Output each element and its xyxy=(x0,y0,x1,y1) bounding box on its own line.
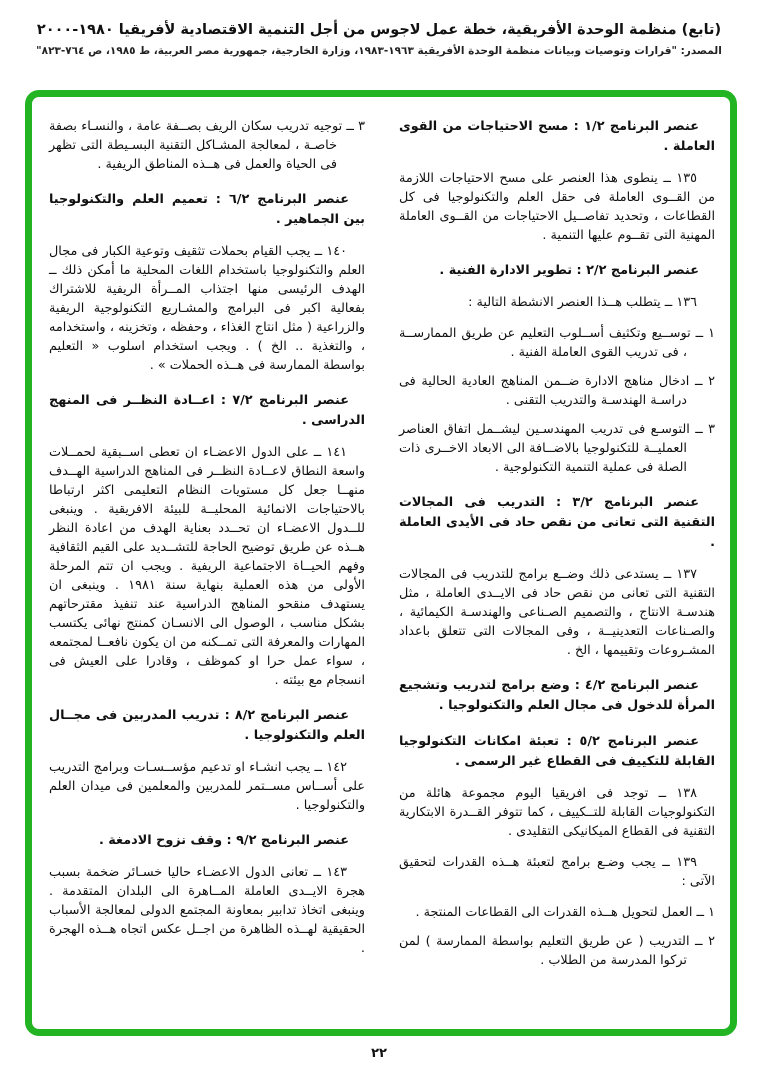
list-item: ٣ ــ التوسـع فى تدريب المهندسـين ليشــمل اتفاق العناصر العمليــة للتكنولوجيا بالاضــافة الى الابعاد الاخــرى ذات الصلة فى عملية التنمية التكنولوجية . xyxy=(399,422,715,475)
column-left xyxy=(49,113,365,993)
program-heading: عنصر البرنامج ٨/٢ : تدريب المدربين فى مجــال العلم والتكنولوجيا . xyxy=(49,708,365,743)
program-heading: عنصر البرنامج ١/٢ : مسح الاحتياجات من القوى العاملة . xyxy=(399,119,715,154)
program-heading: عنصر البرنامج ٣/٢ : التدريب فى المجالات التقنية التى تعانى من نقص حاد فى الأيدى العاملة . xyxy=(399,495,715,550)
list-item: ٢ ــ ادخال مناهج الادارة ضــمن المناهج العادية الحالية فى دراسـة الهندسـة والتدريب التقنى . xyxy=(399,374,715,408)
header-source: المصدر: "قرارات وتوصيات وبيانات منظمة الوحدة الأفريقية ١٩٦٣-١٩٨٣، وزارة الخارجية، جمهورية مصر العربية، ط ١٩٨٥، ص ٧٦٤-٨٢٣" xyxy=(36,45,722,57)
paragraph: ١٣٥ ــ ينطوى هذا العنصر على مسح الاحتياجات اللازمة من القــوى العاملة فى حقل العلم والتكنولوجيا فى كل القطاعات ، وتحديد تفاصــيل الاحتياجات من القــوى العاملة المهنية التى تقــوم عليها التنمية . xyxy=(399,171,715,243)
paragraph: ١٣٩ ــ يجب وضـع برامج لتعبئة هــذه القدرات لتحقيق الآتى : xyxy=(399,855,715,889)
program-heading: عنصر البرنامج ٧/٢ : اعــادة النظــر فى المنهج الدراسى . xyxy=(49,393,365,428)
paragraph: ١٤١ ــ على الدول الاعضـاء ان تعطى اســبقية لحمــلات واسعة النطاق لاعــادة النظــر فى المناهج الدراسية الهــدف منهــا جعل كل مستويات النظام التعليمى اكثر ارتباطا بالاحتياجات الانمائية المحليــة للبيئة الافريقية . وينبغى للــدول الاعضـاء ان تحــدد بعناية الهدف من اعادة النظر هــذه عن طريق توضيح الحاجة للتشــديد على القيم الثقافية وفهم الحيــاة الاجتماعية الريفية . ويجب ان تتم المرحلة الأولى من هذه العملية بنهاية سنة ١٩٨١ . وينبغى ان يستهدف منقحو المناهج الدراسية عند تنفيذ مقترحاتهم بشكل مناسب ، الوصول الى الانسـان كمنتج نهائى يكتسب المهارات والمعرفة التى تمــكنه من ان يكون نافعــا لمجتمعه ، سواء عمل حرا او كموظف ، وقادرا على العيش فى انسجام مع بيئته . xyxy=(49,445,365,688)
paragraph: ١٣٨ ــ توجد فى افريقيا اليوم مجموعة هائلة من التكنولوجيات القابلة للتــكييف ، كما تتوفر القــدرة الابتكارية التقنية فى القطاع الميكانيكى التقليدى . xyxy=(399,786,715,839)
page-header xyxy=(0,0,758,57)
paragraph: ١٣٦ ــ يتطلب هــذا العنصر الانشطة التالية : xyxy=(468,295,697,310)
program-heading: عنصر البرنامج ٤/٢ : وضع برامج لتدريب وتشجيع المرأة للدخول فى مجال العلم والتكنولوجيا . xyxy=(399,678,715,713)
program-heading: عنصر البرنامج ٦/٢ : تعميم العلم والتكنولوجيا بين الجماهير . xyxy=(49,192,365,227)
content-frame xyxy=(25,90,737,1036)
program-heading: عنصر البرنامج ٩/٢ : وقف نزوح الادمغة . xyxy=(98,833,349,848)
list-item: ١ ــ توســيع وتكثيف أســلوب التعليم عن طريق الممارســة ، فى تدريب القوى العاملة الفنية . xyxy=(399,326,715,360)
list-item: ٣ ــ توجيه تدريب سكان الريف بصــفة عامة ، والنسـاء بصفة خاصـة ، لمعالجة المشـاكل التقنية البسـيطة التى تظهر فى الحياة والعمل فى هــذه المناطق الريفية . xyxy=(49,119,365,172)
list-item: ٢ ــ التدريب ( عن طريق التعليم بواسطة الممارسة ) لمن تركوا المدرسة من الطلاب . xyxy=(399,934,715,968)
program-heading: عنصر البرنامج ٥/٢ : تعبئة امكانات التكنولوجيا القابلة للتكييف فى القطاع غير الرسمى . xyxy=(399,734,715,769)
page-number: ٢٢ xyxy=(371,1046,387,1061)
header-title: (تابع) منظمة الوحدة الأفريقية، خطة عمل لاجوس من أجل التنمية الاقتصادية لأفريقيا ١٩٨٠-٢٠٠٠ xyxy=(36,22,722,38)
paragraph: ١٣٧ ــ يستدعى ذلك وضــع برامج للتدريب فى المجالات التقنية التى تعانى من نقص حاد فى الايــدى العاملة ، مثل هندسـة الانتاج ، والتصميم الصـناعى والهندسـة الكيمائية ، والصـناعات التعدينيــة ، وفى المجالات التى تتعلق باعداد المشـروعات وتقييمها ، الخ . xyxy=(399,567,715,658)
paragraph: ١٤٢ ــ يجب انشـاء او تدعيم مؤســسـات وبرامج التدريب على أســاس مســتمر للمدربين والمعلمين فى ميدان العلم والتكنولوجيا . xyxy=(49,760,365,813)
program-heading: عنصر البرنامج ٢/٢ : تطوير الادارة الفنية . xyxy=(439,263,699,278)
column-right xyxy=(399,113,715,993)
two-column-content xyxy=(32,97,730,1003)
paragraph: ١٤٣ ــ تعانى الدول الاعضـاء حاليا خسـائر ضخمة بسبب هجرة الايــدى العاملة المــاهرة الى البلدان المتقدمة . وينبغى اتخاذ تدابير بمعاونة المجتمع الدولى لمعالجة الأسباب الحقيقية لهــذه الظاهرة من اجــل عكس اتجاه هــذه الهجرة . xyxy=(49,865,365,956)
paragraph: ١٤٠ ــ يجب القيام بحملات تثقيف وتوعية الكبار فى مجال العلم والتكنولوجيا باستخدام اللغات المحلية ما أمكن ذلك ــ الهدف الرئيسى منها اجتذاب المــرأة الريفية للاشتراك بفعالية اكبر فى البرامج والمشـاريع التكنولوجية الريفية والزراعية ( مثل انتاج الغذاء ، وحفظه ، وتخزينه ، واستخدامه ، والتغذية .. الخ ) . ويجب استخدام اسلوب « التعليم بواسطة الممارسة فى هــذه الحملات » . xyxy=(49,244,365,373)
list-item: ١ ــ العمل لتحويل هــذه القدرات الى القطاعات المنتجة . xyxy=(415,905,715,920)
